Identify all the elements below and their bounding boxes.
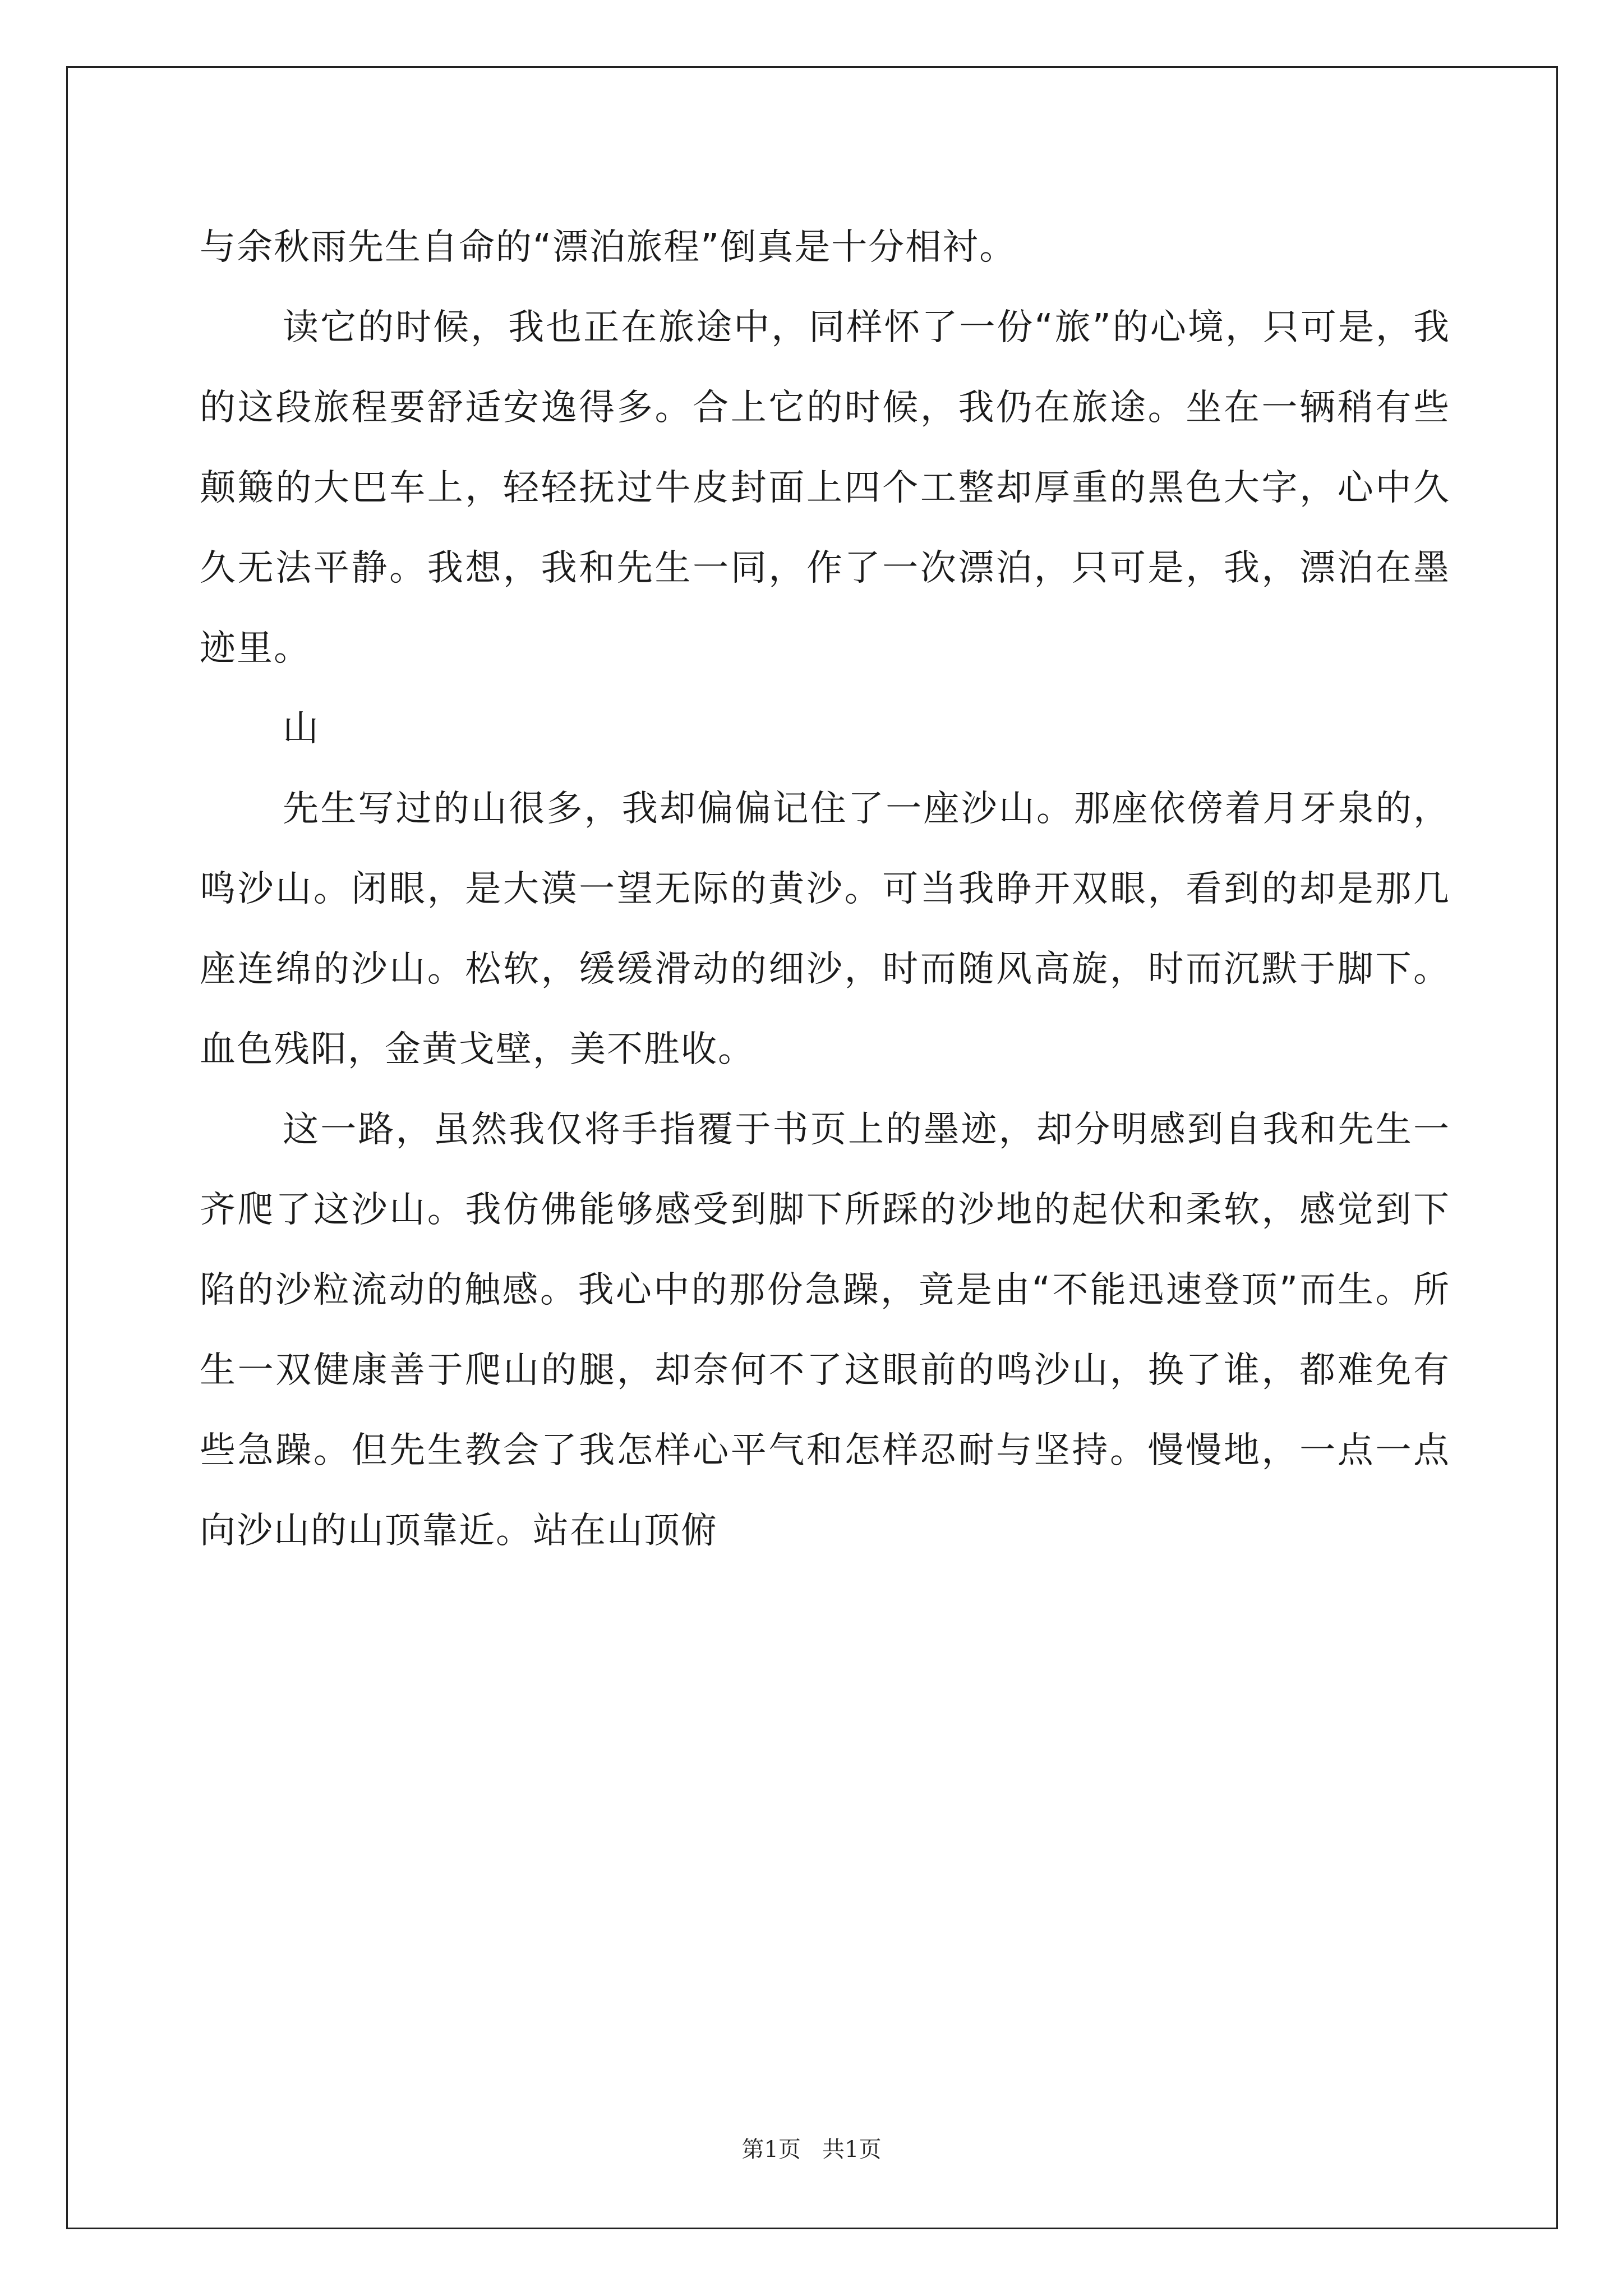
paragraph: 读它的时候，我也正在旅途中，同样怀了一份“旅”的心境，只可是，我的这段旅程要舒适安逸得多。合上它的时候，我仍在旅途。坐在一辆稍有些颠簸的大巴车上，轻轻抚过牛皮封面上四个工整却厚重的黑色大字，心中久久无法平静。我想，我和先生一同，作了一次漂泊，只可是，我，漂泊在墨迹里。 [200, 307, 1450, 669]
paragraph: 这一路，虽然我仅将手指覆于书页上的墨迹，却分明感到自我和先生一齐爬了这沙山。我仿佛能够感受到脚下所踩的沙地的起伏和柔软，感觉到下陷的沙粒流动的触感。我心中的那份急躁，竟是由“不能迅速登顶”而生。所生一双健康善于爬山的腿，却奈何不了这眼前的鸣沙山，换了谁，都难免有些急躁。但先生教会了我怎样心平气和怎样忍耐与坚持。慢慢地，一点一点向沙山的山顶靠近。站在山顶俯 [200, 1109, 1450, 1552]
page-footer: 第1页 共1页 [741, 2137, 882, 2162]
document-body [200, 208, 1450, 1571]
section-heading: 山 [283, 708, 320, 749]
paragraph: 与余秋雨先生自命的“漂泊旅程”倒真是十分相衬。 [200, 227, 1017, 268]
paragraph: 先生写过的山很多，我却偏偏记住了一座沙山。那座依傍着月牙泉的，鸣沙山。闭眼，是大漠一望无际的黄沙。可当我睁开双眼，看到的却是那几座连绵的沙山。松软，缓缓滑动的细沙，时而随风高旋，时而沉默于脚下。血色残阳，金黄戈壁，美不胜收。 [200, 788, 1450, 1070]
